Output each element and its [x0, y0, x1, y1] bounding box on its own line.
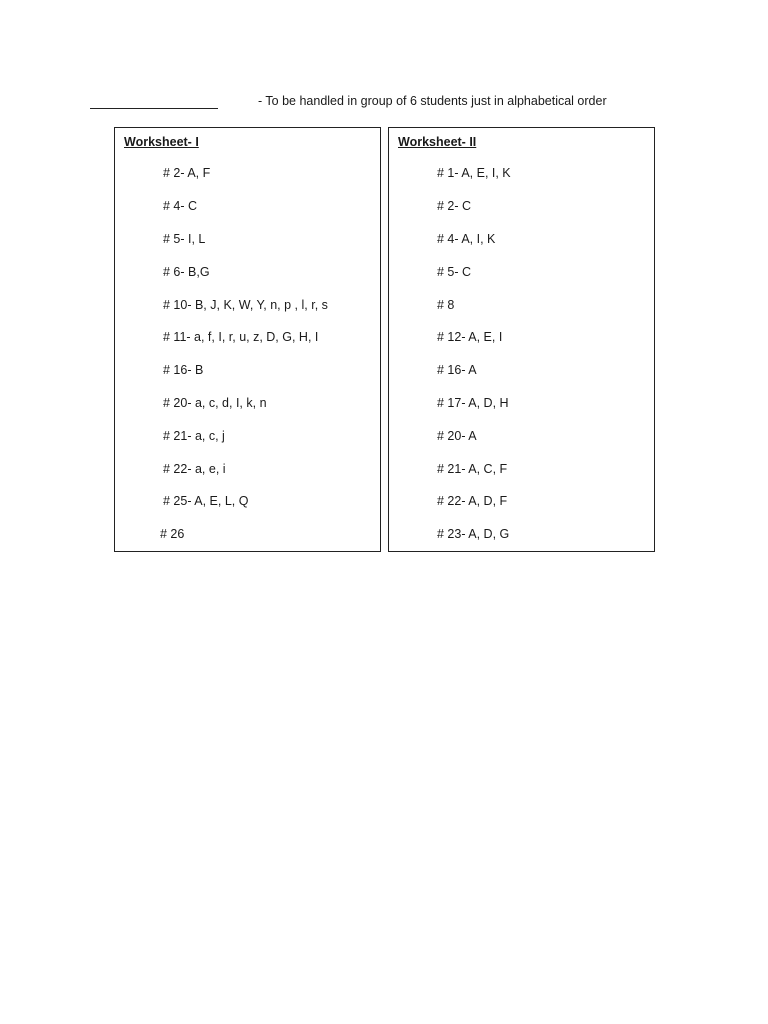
worksheet-2-item: # 5- C	[437, 265, 472, 279]
worksheet-2-item: # 4- A, I, K	[437, 232, 496, 246]
worksheet-1-item: # 25- A, E, L, Q	[163, 494, 249, 508]
worksheet-2-item: # 12- A, E, I	[437, 330, 503, 344]
worksheet-1-box	[114, 127, 381, 552]
worksheet-1-item: # 20- a, c, d, I, k, n	[163, 396, 267, 410]
worksheet-2-item: # 16- A	[437, 363, 477, 377]
worksheet-1-item: # 11- a, f, I, r, u, z, D, G, H, I	[163, 330, 319, 344]
worksheet-2-item: # 2- C	[437, 199, 472, 213]
worksheet-2-item: # 20- A	[437, 429, 477, 443]
worksheet-2-title: Worksheet- II	[398, 135, 477, 149]
name-blank-line	[90, 108, 218, 109]
worksheet-1-item: # 16- B	[163, 363, 204, 377]
worksheet-1-item: # 2- A, F	[163, 166, 211, 180]
worksheet-1-item: # 5- I, L	[163, 232, 206, 246]
worksheet-2-item: # 21- A, C, F	[437, 462, 508, 476]
worksheet-2-item: # 23- A, D, G	[437, 527, 510, 541]
worksheet-2-box	[388, 127, 655, 552]
worksheet-1-item: # 26	[160, 527, 185, 541]
worksheet-2-item: # 22- A, D, F	[437, 494, 508, 508]
worksheet-1-item: # 6- B,G	[163, 265, 210, 279]
worksheet-1-title: Worksheet- I	[124, 135, 199, 149]
worksheet-2-item: # 8	[437, 298, 455, 312]
worksheet-2-item: # 17- A, D, H	[437, 396, 509, 410]
worksheet-1-item: # 21- a, c, j	[163, 429, 225, 443]
worksheet-1-item: # 22- a, e, i	[163, 462, 226, 476]
worksheet-1-item: # 4- C	[163, 199, 198, 213]
worksheet-2-item: # 1- A, E, I, K	[437, 166, 511, 180]
worksheet-1-item: # 10- B, J, K, W, Y, n, p , l, r, s	[163, 298, 328, 312]
instruction-text: - To be handled in group of 6 students just in alphabetical order	[258, 94, 607, 108]
